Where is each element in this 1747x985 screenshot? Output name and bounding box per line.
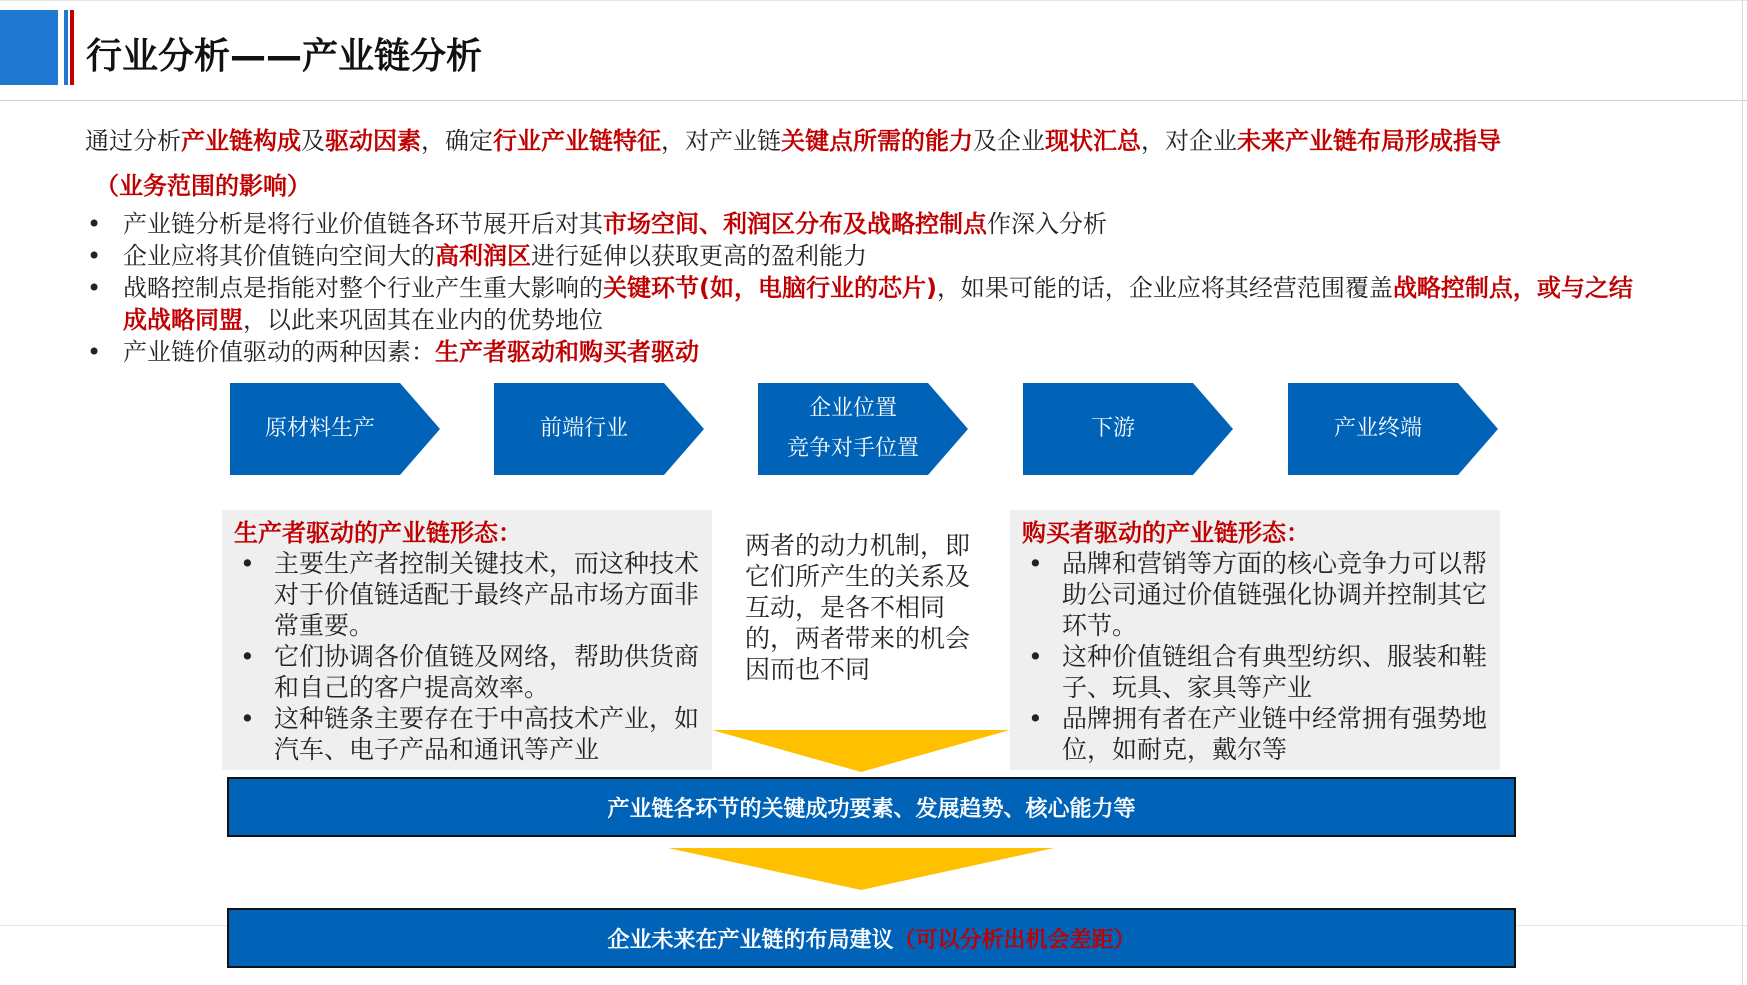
highlight-text: 高利润区 — [435, 242, 531, 270]
producer-list — [234, 548, 704, 765]
text-segment: 进行延伸以获取更高的盈利能力 — [531, 242, 867, 270]
highlight-text: 产业链构成 — [181, 127, 301, 155]
intro-text — [85, 125, 1501, 157]
text-segment: ，对产业链 — [661, 127, 781, 155]
header-accent-bar-blue — [64, 10, 68, 85]
list-item-text: 这种链条主要存在于中高技术产业，如汽车、电子产品和通讯等产业 — [274, 704, 700, 764]
chain-step-label: 原材料生产 — [264, 416, 375, 441]
bullet-dot: • — [240, 642, 255, 671]
buyer-title: 购买者驱动的产业链形态： — [1022, 519, 1310, 547]
down-arrow-icon — [712, 730, 1010, 772]
buyer-panel — [1022, 518, 1492, 765]
list-item-text: 它们协调各价值链及网络，帮助供货商和自己的客户提高效率。 — [274, 642, 700, 702]
text-segment: ，对企业 — [1141, 127, 1237, 155]
header-accent-bar-red — [70, 10, 74, 85]
down-arrow-icon — [668, 848, 1054, 890]
chain-step-label: 前端行业 — [539, 416, 628, 441]
bar-future-layout-note: （可以分析出机会差距） — [893, 927, 1136, 953]
highlight-text: 未来产业链布局形成指导 — [1237, 127, 1501, 155]
middle-text: 两者的动力机制，即它们所产生的关系及互动，是各不相同的，两者带来的机会因而也不同 — [745, 531, 971, 684]
bullet-dot: • — [87, 338, 102, 366]
bar-future-layout — [227, 908, 1516, 968]
bullet-item — [85, 240, 1645, 272]
bar-future-layout-text: 企业未来在产业链的布局建议 — [607, 927, 894, 953]
page-title: 行业分析——产业链分析 — [86, 36, 483, 77]
producer-title: 生产者驱动的产业链形态： — [234, 519, 522, 547]
intro-text-line2: （业务范围的影响） — [95, 172, 311, 200]
bullet-dot: • — [1028, 704, 1043, 733]
bullet-dot: • — [87, 274, 102, 302]
text-segment: 作深入分析 — [987, 210, 1107, 238]
highlight-text: 战略控制点，或与之结成战略同盟 — [123, 274, 1633, 334]
chain-step-frontend — [494, 383, 704, 475]
top-border — [0, 0, 1747, 1]
producer-panel — [234, 518, 704, 765]
text-segment: 及 — [301, 127, 325, 155]
right-border — [1742, 0, 1743, 985]
highlight-text: 现状汇总 — [1045, 127, 1141, 155]
text-segment: ，以此来巩固其在业内的优势地位 — [243, 306, 603, 334]
chain-step-label-2: 竞争对手位置 — [786, 436, 919, 461]
text-segment: 战略控制点是指能对整个行业产生重大影响的 — [123, 274, 603, 302]
list-item — [1022, 548, 1492, 641]
bullet-dot: • — [87, 242, 102, 270]
text-segment: 通过分析 — [85, 127, 181, 155]
chain-step-label: 产业终端 — [1333, 416, 1422, 441]
bullet-item — [85, 208, 1645, 240]
highlight-text: 驱动因素 — [325, 127, 421, 155]
bullet-dot: • — [240, 549, 255, 578]
bullet-dot: • — [87, 210, 102, 238]
list-item — [234, 703, 704, 765]
chain-step-terminal — [1288, 383, 1498, 475]
highlight-text: 关键环节(如，电脑行业的芯片) — [603, 274, 937, 302]
list-item-text: 品牌和营销等方面的核心竞争力可以帮助公司通过价值链强化协调并控制其它环节。 — [1062, 549, 1488, 640]
chain-step-downstream — [1023, 383, 1233, 475]
list-item — [1022, 641, 1492, 703]
highlight-text: 生产者驱动和购买者驱动 — [435, 338, 699, 366]
text-segment: ，确定 — [421, 127, 493, 155]
header-divider — [0, 100, 1747, 101]
text-segment: 企业应将其价值链向空间大的 — [123, 242, 435, 270]
bullet-item — [85, 336, 1645, 368]
bar-key-success-factors-text: 产业链各环节的关键成功要素、发展趋势、核心能力等 — [607, 796, 1136, 822]
text-segment: 及企业 — [973, 127, 1045, 155]
list-item — [234, 641, 704, 703]
text-segment: ，如果可能的话，企业应将其经营范围覆盖 — [936, 274, 1393, 302]
buyer-list — [1022, 548, 1492, 765]
bullet-dot: • — [240, 704, 255, 733]
chain-step-raw-material — [230, 383, 440, 475]
bullet-item — [85, 272, 1645, 336]
chain-step-company — [758, 383, 968, 475]
highlight-text: 关键点所需的能力 — [781, 127, 973, 155]
bullet-dot: • — [1028, 549, 1043, 578]
highlight-text: 市场空间、利润区分布及战略控制点 — [603, 210, 987, 238]
list-item-text: 品牌拥有者在产业链中经常拥有强势地位，如耐克，戴尔等 — [1062, 704, 1488, 764]
text-segment: 产业链分析是将行业价值链各环节展开后对其 — [123, 210, 603, 238]
highlight-text: 行业产业链特征 — [493, 127, 661, 155]
list-item — [234, 548, 704, 641]
chain-step-label: 企业位置 — [808, 396, 897, 421]
list-item-text: 这种价值链组合有典型纺织、服装和鞋子、玩具、家具等产业 — [1062, 642, 1488, 702]
bullet-list — [85, 208, 1645, 368]
list-item — [1022, 703, 1492, 765]
bullet-dot: • — [1028, 642, 1043, 671]
bar-key-success-factors — [227, 777, 1516, 837]
list-item-text: 主要生产者控制关键技术，而这种技术对于价值链适配于最终产品市场方面非常重要。 — [274, 549, 700, 640]
header-accent-block — [0, 10, 58, 85]
text-segment: 产业链价值驱动的两种因素： — [123, 338, 435, 366]
chain-step-label: 下游 — [1090, 416, 1135, 441]
